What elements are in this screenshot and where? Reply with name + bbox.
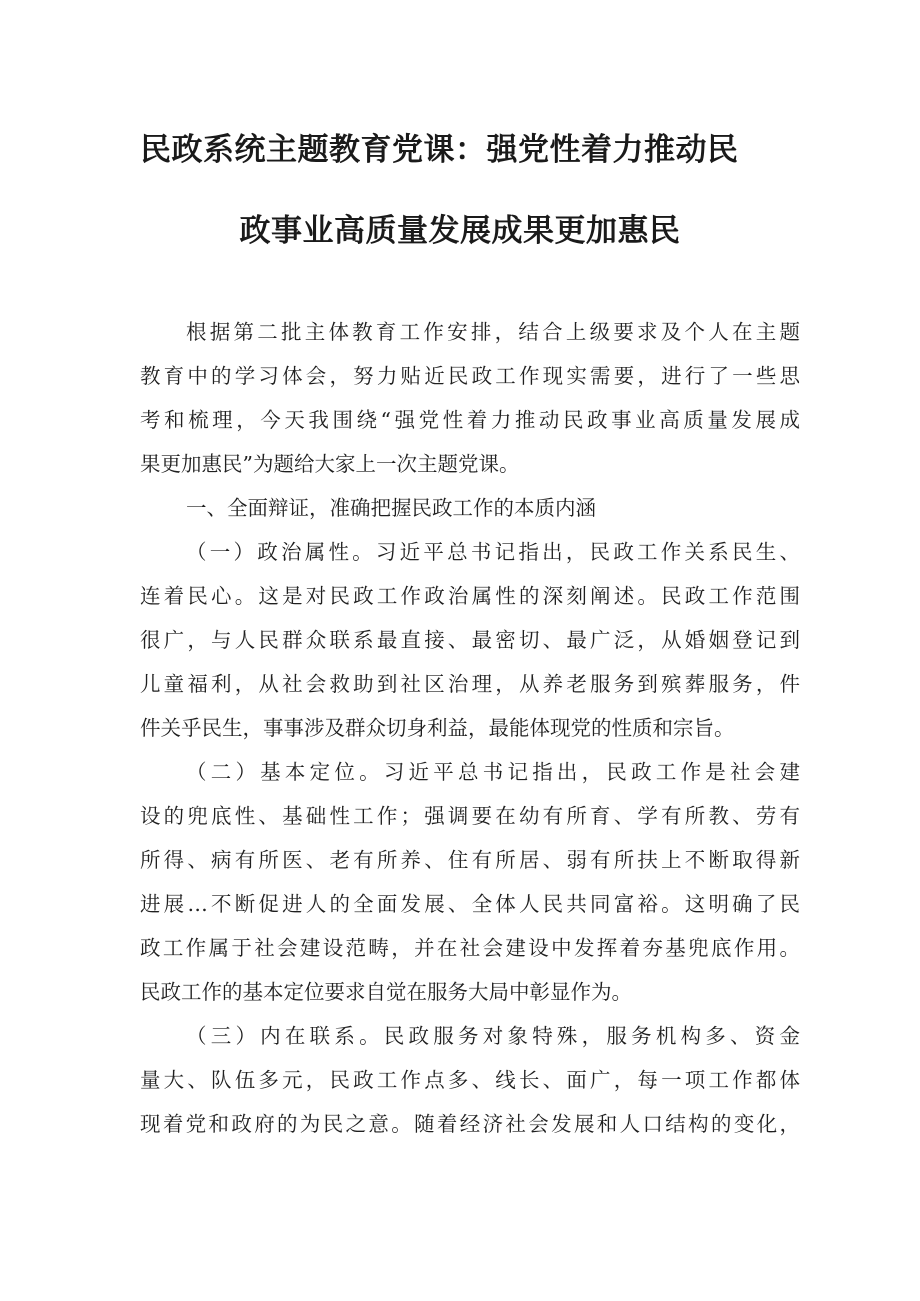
paragraph-line: 量大、队伍多元，民政工作点多、线长、面广，每一项工作都体 [140,1068,800,1092]
paragraph-line: 儿童福利，从社会救助到社区治理，从养老服务到殡葬服务，件 [140,672,800,696]
paragraph-line: 所得、病有所医、老有所养、住有所居、弱有所扶上不断取得新 [140,848,800,872]
document-title-line-1: 民政系统主题教育党课：强党性着力推动民 [140,132,739,168]
paragraph-line: 很广，与人民群众联系最直接、最密切、最广泛，从婚姻登记到 [140,628,800,652]
paragraph-line: （二）基本定位。习近平总书记指出，民政工作是社会建 [186,760,800,784]
paragraph-line: 件关乎民生，事事涉及群众切身利益，最能体现党的性质和宗旨。 [140,716,735,740]
paragraph-line: （一）政治属性。习近平总书记指出，民政工作关系民生、 [186,540,800,564]
paragraph-line: 根据第二批主体教育工作安排，结合上级要求及个人在主题 [186,320,800,344]
paragraph-line: 果更加惠民”为题给大家上一次主题党课。 [140,452,520,476]
document-title-line-2: 政事业高质量发展成果更加惠民 [239,213,681,249]
paragraph-line: 进展…不断促进人的全面发展、全体人民共同富裕。这明确了民 [140,892,800,916]
paragraph-line: 教育中的学习体会，努力贴近民政工作现实需要，进行了一些思 [140,364,800,388]
section-heading: 一、全面辩证，准确把握民政工作的本质内涵 [186,496,596,520]
paragraph-line: （三）内在联系。民政服务对象特殊，服务机构多、资金 [186,1024,800,1048]
paragraph-line: 考和梳理，今天我围绕“强党性着力推动民政事业高质量发展成 [140,408,800,432]
paragraph-line: 政工作属于社会建设范畴，并在社会建设中发挥着夯基兜底作用。 [140,936,800,960]
paragraph-line: 设的兜底性、基础性工作；强调要在幼有所育、学有所教、劳有 [140,804,800,828]
paragraph-line: 连着民心。这是对民政工作政治属性的深刻阐述。民政工作范围 [140,584,800,608]
paragraph-line: 民政工作的基本定位要求自觉在服务大局中彰显作为。 [140,980,632,1004]
paragraph-line: 现着党和政府的为民之意。随着经济社会发展和人口结构的变化， [140,1112,800,1136]
